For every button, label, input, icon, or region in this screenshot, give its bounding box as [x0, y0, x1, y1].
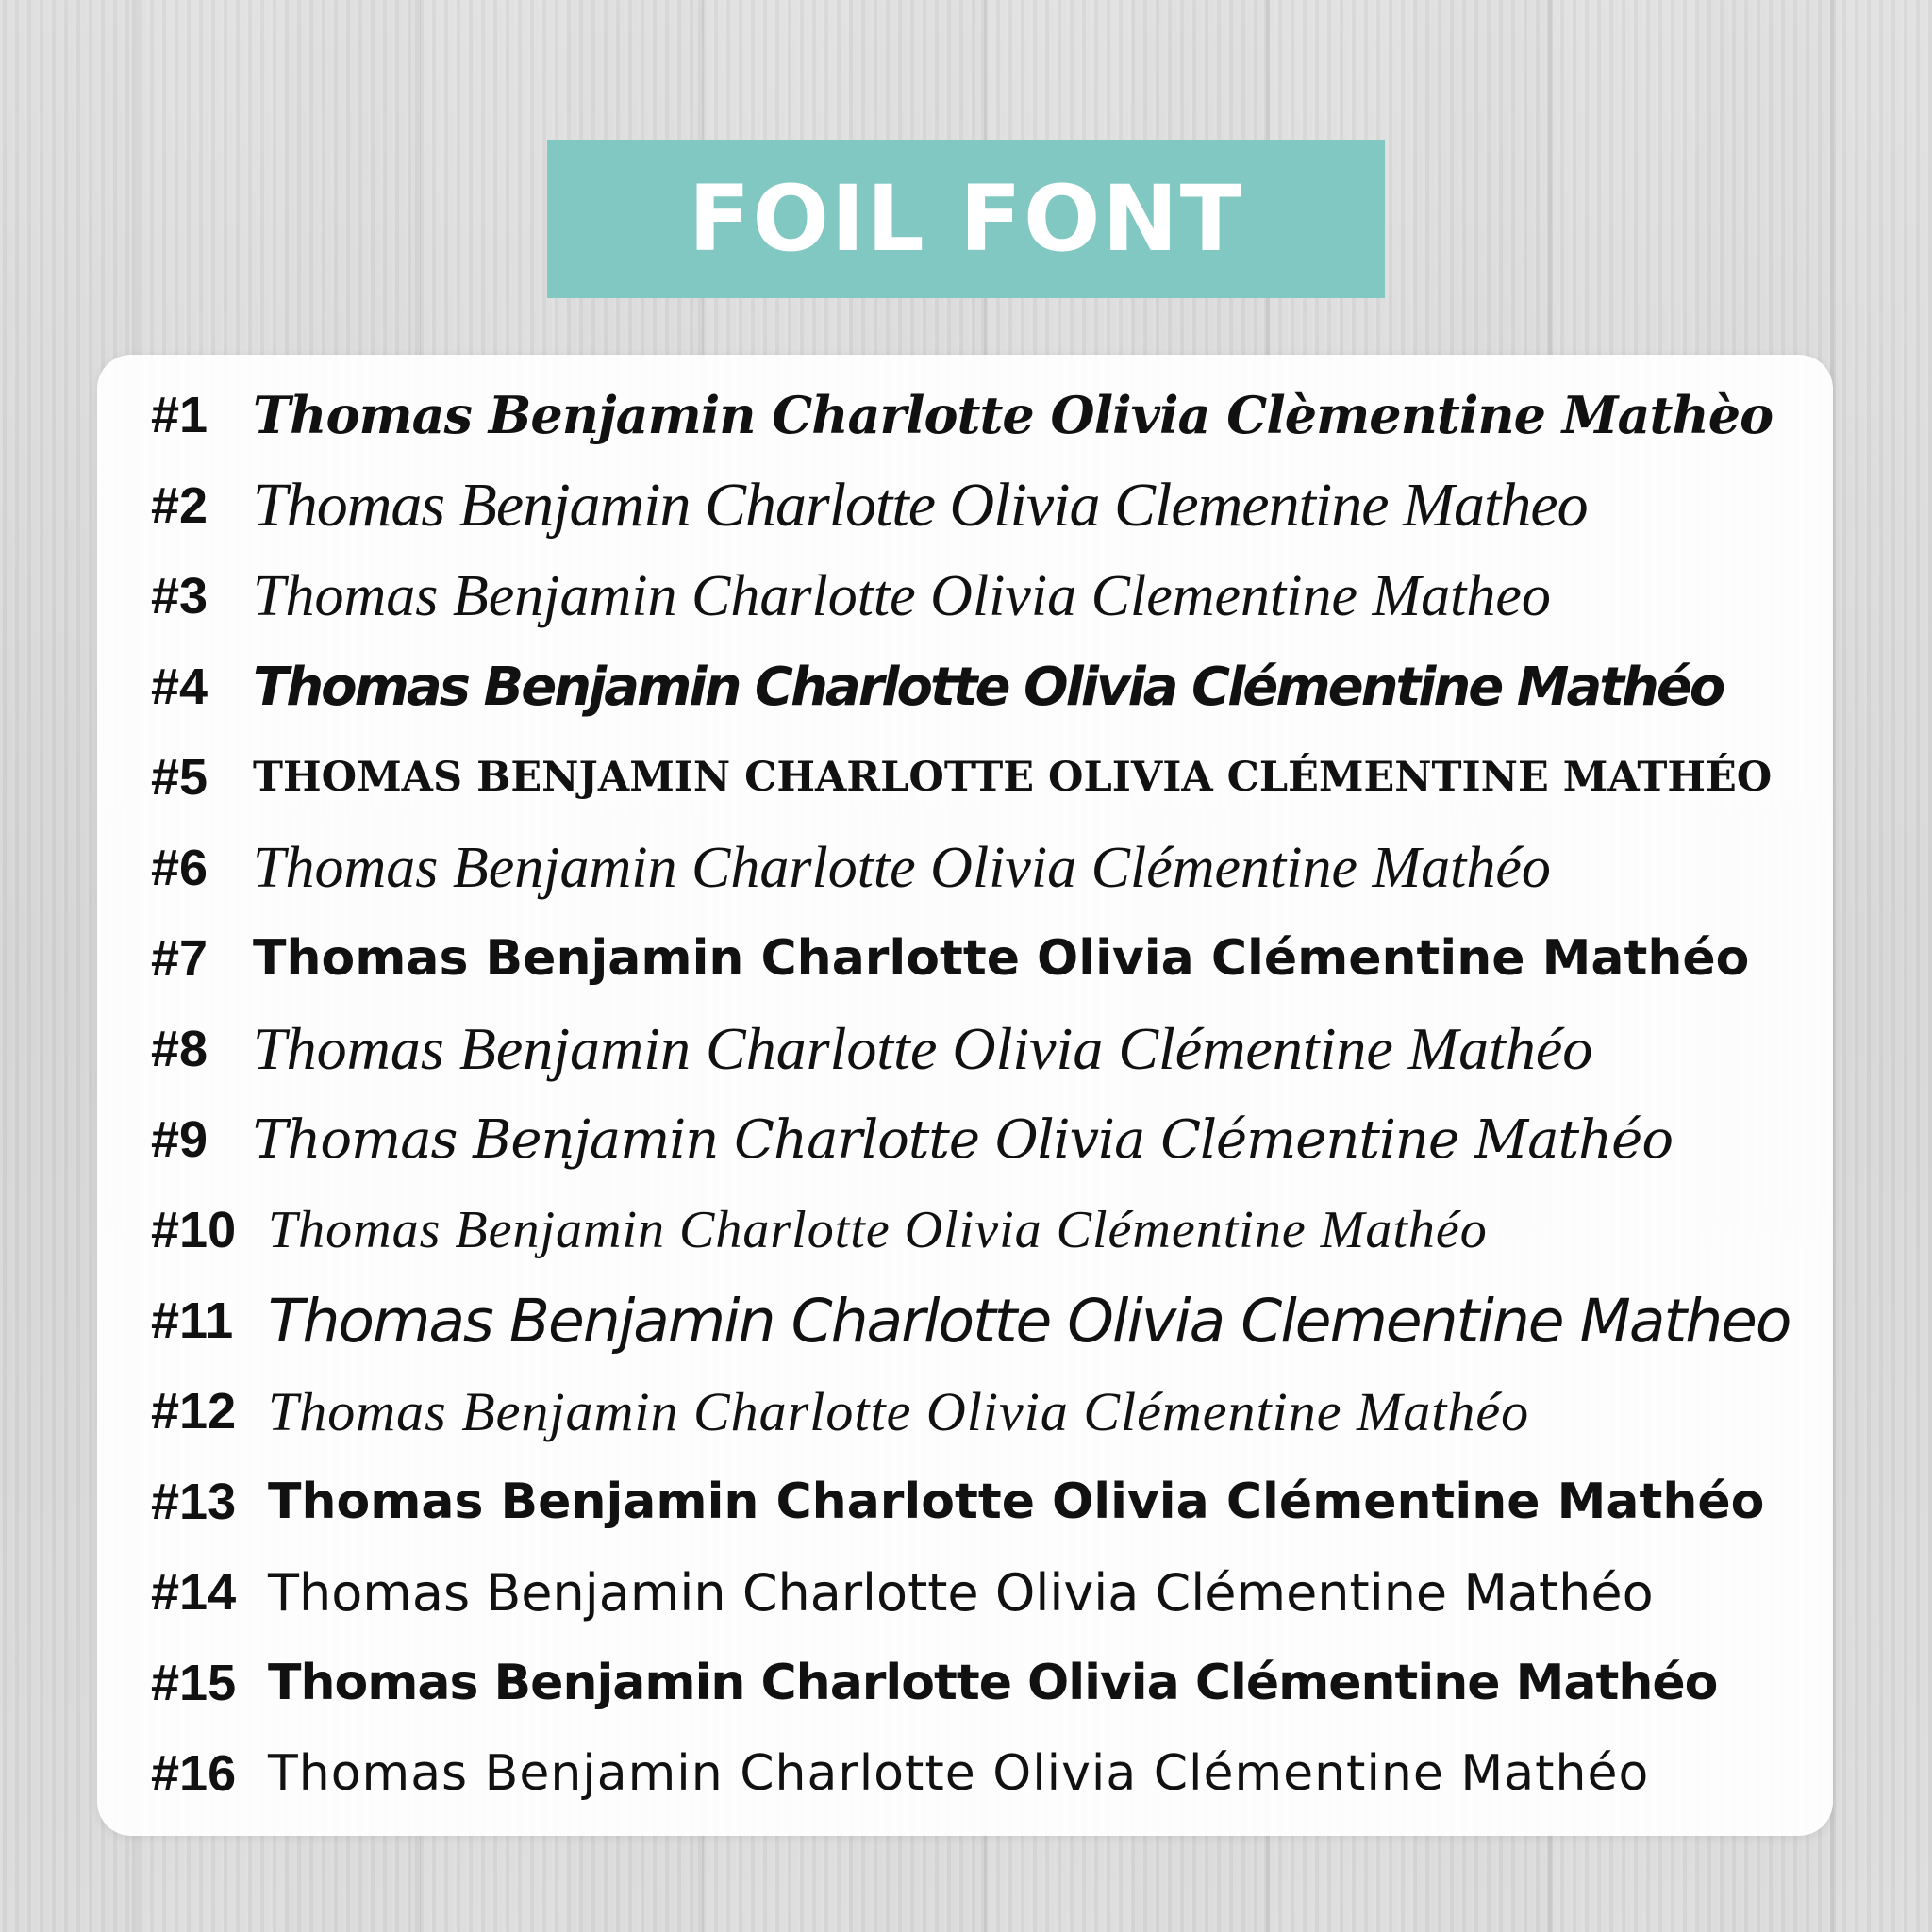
font-row-7 [151, 913, 1792, 1004]
banner-title: FOIL FONT [688, 166, 1244, 272]
font-row-16 [151, 1728, 1792, 1819]
font-row-12 [151, 1366, 1792, 1457]
font-row-number: #12 [151, 1383, 237, 1440]
font-row-names: Thomas Benjamin Charlotte Olivia Clémentine Mathéo [268, 1655, 1718, 1711]
font-row-names: Thomas Benjamin Charlotte Olivia Clèmentine Mathèo [253, 385, 1774, 445]
font-row-names: Thomas Benjamin Charlotte Olivia Clémentine Mathéo [268, 1201, 1488, 1259]
font-row-number: #14 [151, 1564, 237, 1621]
font-row-number: #2 [151, 477, 208, 534]
font-row-4 [151, 641, 1792, 732]
font-row-names: Thomas Benjamin Charlotte Olivia Clémentine Mathéo [253, 930, 1750, 987]
font-row-number: #9 [151, 1111, 208, 1168]
font-row-number: #10 [151, 1202, 237, 1258]
font-row-names: Thomas Benjamin Charlotte Olivia Clémentine Mathéo [268, 1562, 1654, 1623]
font-row-2 [151, 460, 1792, 551]
font-row-names: Thomas Benjamin Charlotte Olivia Clémentine Mathéo [268, 1380, 1530, 1442]
font-row-number: #8 [151, 1021, 208, 1077]
font-row-names: Thomas Benjamin Charlotte Olivia Clémentine Mathéo [253, 1108, 1674, 1171]
font-row-9 [151, 1094, 1792, 1185]
font-sample-list [151, 370, 1792, 1819]
title-banner [547, 140, 1385, 298]
font-row-number: #1 [151, 387, 208, 443]
font-row-names: THOMAS BENJAMIN CHARLOTTE OLIVIA CLÉMENTINE MATHÉO [253, 754, 1773, 801]
font-row-names: Thomas Benjamin Charlotte Olivia Clémentine Mathéo [253, 1015, 1593, 1082]
font-row-15 [151, 1638, 1792, 1728]
font-row-names: Thomas Benjamin Charlotte Olivia Clémentine Mathéo [268, 1745, 1650, 1802]
font-row-14 [151, 1547, 1792, 1638]
font-row-names: Thomas Benjamin Charlotte Olivia Clémentine Mathéo [268, 1474, 1765, 1530]
font-row-number: #5 [151, 749, 208, 806]
font-row-6 [151, 823, 1792, 913]
font-row-5 [151, 732, 1792, 823]
font-row-number: #7 [151, 930, 208, 987]
font-row-13 [151, 1457, 1792, 1547]
font-row-3 [151, 551, 1792, 641]
font-row-number: #13 [151, 1474, 237, 1530]
font-row-names: Thomas Benjamin Charlotte Olivia Clementine Matheo [268, 1286, 1790, 1356]
font-row-8 [151, 1004, 1792, 1094]
font-row-names: Thomas Benjamin Charlotte Olivia Clementine Matheo [253, 471, 1588, 540]
font-row-number: #15 [151, 1655, 237, 1711]
font-row-number: #16 [151, 1745, 237, 1802]
font-row-names: Thomas Benjamin Charlotte Olivia Clémentine Mathéo [253, 656, 1724, 718]
font-row-number: #6 [151, 840, 208, 896]
font-row-1 [151, 370, 1792, 460]
font-row-number: #3 [151, 568, 208, 625]
font-row-number: #11 [151, 1292, 234, 1349]
font-row-names: Thomas Benjamin Charlotte Olivia Clémentine Mathéo [253, 835, 1551, 900]
font-row-number: #4 [151, 658, 208, 715]
font-row-names: Thomas Benjamin Charlotte Olivia Clementine Matheo [253, 563, 1551, 628]
font-row-10 [151, 1185, 1792, 1275]
font-row-11 [151, 1275, 1792, 1366]
